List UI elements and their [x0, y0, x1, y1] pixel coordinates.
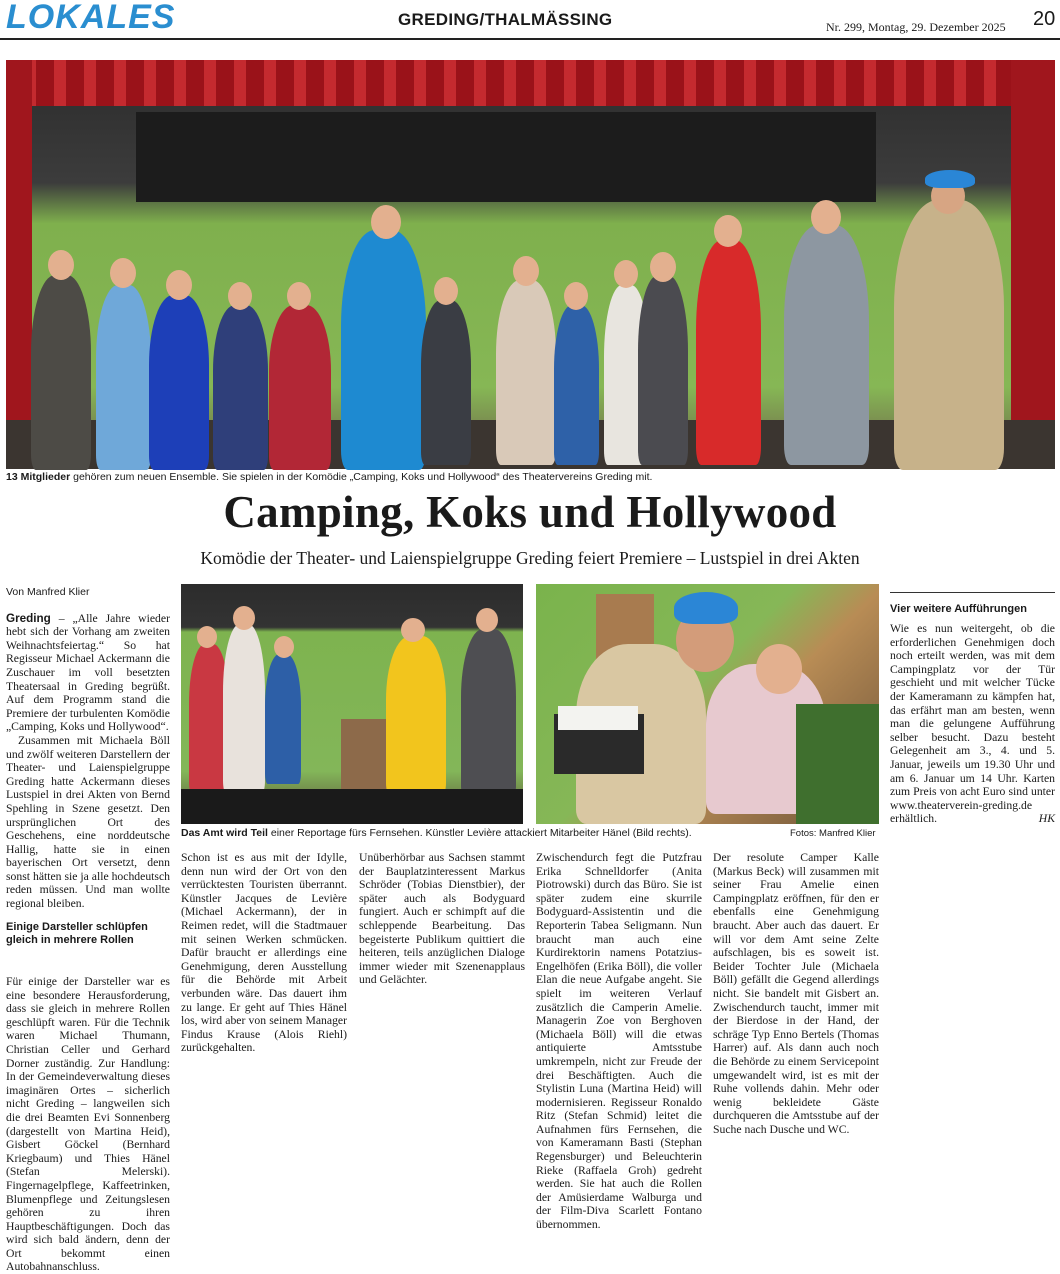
artist-attack-photo	[536, 584, 879, 824]
article-column-1-cont	[6, 975, 170, 1274]
byline: Von Manfred Klier	[6, 586, 90, 598]
photo-credit: Fotos: Manfred Klier	[790, 828, 876, 839]
divider	[890, 592, 1055, 593]
article-column-6	[890, 586, 1055, 1091]
article-paragraph: Wie es nun weitergeht, ob die erforderlichen Genehmigen doch noch erteilt werden, was mit dem Campingplatz vor der Tür geschieht und mit welcher Tücke der Kameramann zu kämpfen hat, das erfährt man am besten, wenn man die gelungene Aufführung selber besucht. Dazu besteht Gelegenheit am 3., 4. und 5. Januar, jeweils um 19.30 Uhr und am 6. Januar um 14 Uhr. Karten zum Preis von acht Euro sind unter www.theaterverein-greding.de erhältlich. HK	[890, 622, 1055, 826]
dateline: Greding	[6, 611, 51, 625]
article-paragraph: Für einige der Darsteller war es eine besondere Herausforderung, dass sie gleich in mehrere Rollen geschlüpft waren. Für die Technik waren Michael Thumann, Christian Celler und Gerhard Dorner zuständig. Zur Handlung: In der Gemeindeverwaltung dieses imaginären Ortes – sicherlich nicht Greding – langweilen sich die drei Beamten Evi Sonnenberg (dargestellt von Martina Heid), Gisbert Göckel (Bernhard Kriegbaum) und Thies Hänel (Stefan Melerski). Fingernagelpflege, Kaffeetrinken, Blumenpflege und Zeitungslesen gehören zu ihren Hauptbeschäftigungen. Doch das wird sich bald ändern, denn der Ort bekommt einen Autobahnanschluss.	[6, 975, 170, 1274]
mid-photos-caption: Das Amt wird Teil einer Reportage fürs Fernsehen. Künstler Levière attackiert Mitarbeiter Hänel (Bild rechts).	[181, 827, 692, 839]
article-paragraph: Zusammen mit Michaela Böll und zwölf weiteren Darstellern der Theater- und Laienspielgruppe Greding hatte Ackermann dieses Lustspiel in drei Akten von Bernd Spehling in Szene gesetzt. Den ursprünglichen Ort des Geschehens, eine norddeutsche Hallig, hatte sie in einen bayerischen Ort versetzt, denn sonst hätten sie ja alle hochdeutsch reden müssen. Und man wollte regional bleiben.	[6, 733, 170, 911]
article-paragraph: Der resolute Camper Kalle (Markus Beck) will zusammen mit seiner Frau Amelie einen Campingplatz eröffnen, für den er ebenfalls eine Genehmigung braucht. Aber auch das dauert. Er will vor dem Amt seine Zelte aufschlagen, bis es soweit ist. Beider Tochter Jule (Michaela Böll) gefällt die Gegend allerdings nicht. Sie bandelt mit Gisbert an. Zwischendurch taucht, immer mit der Bierdose in der Hand, der schräge Typ Enno Bertels (Thomas Harrer) auf. Als dann auch noch die Behörde zu einem Servicepoint umgewandelt wird, ist es mit der Ruhe vollends dahin. Mehr oder wenig bekleidete Gäste durchqueren die Amtsstube auf der Suche nach Dusche und WC.	[713, 851, 879, 1136]
ensemble-photo-caption: 13 Mitglieder gehören zum neuen Ensemble. Sie spielen in der Komödie „Camping, Koks und Hollywood“ des Theatervereins Greding mit.	[6, 471, 653, 483]
office-scene-photo	[181, 584, 523, 824]
article-column-5	[713, 851, 879, 1136]
ensemble-photo	[6, 60, 1055, 469]
article-paragraph: Unüberhörbar aus Sachsen stammt der Bauplatzinteressent Markus Schröder (Tobias Dienstbier), der später auch als Bodyguard fungiert. Auch er schimpft auf die schleppende Bearbeitung. Das begeisterte Publikum quittiert die heiteren, teils anzüglichen Dialoge immer wieder mit Szenenapplaus und Gelächter.	[359, 851, 525, 987]
article-column-1	[6, 586, 170, 953]
article-column-2	[181, 851, 347, 1091]
subheading: Einige Darsteller schlüpfen gleich in mehrere Rollen	[6, 920, 148, 946]
page-number: 20	[1033, 8, 1056, 30]
author-initials: HK	[1038, 812, 1055, 826]
issue-date: Nr. 299, Montag, 29. Dezember 2025	[826, 20, 1006, 34]
article-paragraph: Greding – „Alle Jahre wieder hebt sich der Vorhang am zweiten Weihnachtsfeiertag.“ So hat Regisseur Michael Ackermann die Zuschauer im voll besetzten Theatersaal in Greding begrüßt. Auf dem Programm stand die Premiere der turbulenten Komödie „Camping, Koks und Hollywood“.	[6, 611, 170, 734]
subheading: Vier weitere Aufführungen	[890, 603, 1027, 615]
page-header	[0, 0, 1060, 40]
article-subheadline: Komödie der Theater- und Laienspielgruppe Greding feiert Premiere – Lustspiel in drei Akten	[200, 548, 860, 568]
section-title: LOKALES	[6, 0, 176, 36]
region-title: GREDING/THALMÄSSING	[398, 10, 613, 29]
article-column-4	[536, 851, 702, 1232]
article-column-3	[359, 851, 525, 1091]
article-paragraph: Schon ist es aus mit der Idylle, denn nun wird der Ort von den verrücktesten Touristen überrannt. Künstler Jacques de Levière (Michael Ackermann), der in Reimen redet, will die Stadtmauer mit seinen Werken schmücken. Dafür braucht er allerdings eine Genehmigung, deren Ausstellung für die Behörde mit Arbeit verbunden wäre. Das dauert ihm zu lange. Er geht auf Thies Hänel los, wird aber von seinem Manager Findus Krause (Alois Riehl) zurückgehalten.	[181, 851, 347, 1055]
article-paragraph: Zwischendurch fegt die Putzfrau Erika Schnelldorfer (Anita Piotrowski) durch das Büro. Sie ist später zudem eine skurrile Bodyguard-Assistentin und die Reporterin Tabea Seligmann. Nun braucht man auch eine Kurdirektorin namens Potatzius-Engelhöfen (Erika Böll), die voller Elan die neue Aufgabe angeht. Sie spielt im weiteren Verlauf zusätzlich die Camperin Amelie. Managerin Zoe von Berghoven (Michaela Böll) will die etwas antiquierte Amtsstube umkrempeln, nicht zur Freude der drei Beschäftigten. Auch die Stylistin Luna (Martina Heid) will modernisieren. Regisseur Ronaldo Ritz (Stefan Schmid) leitet die Aufnahmen fürs Fernsehen, die von Kameramann Basti (Stephan Regensburger) und Beleuchterin Rieke (Raffaela Groh) gedreht werden. Sie hat auch die Rollen der Amüsierdame Walburga und der Film-Diva Scarlett Fontano übernommen.	[536, 851, 702, 1232]
article-headline: Camping, Koks und Hollywood	[223, 487, 837, 537]
